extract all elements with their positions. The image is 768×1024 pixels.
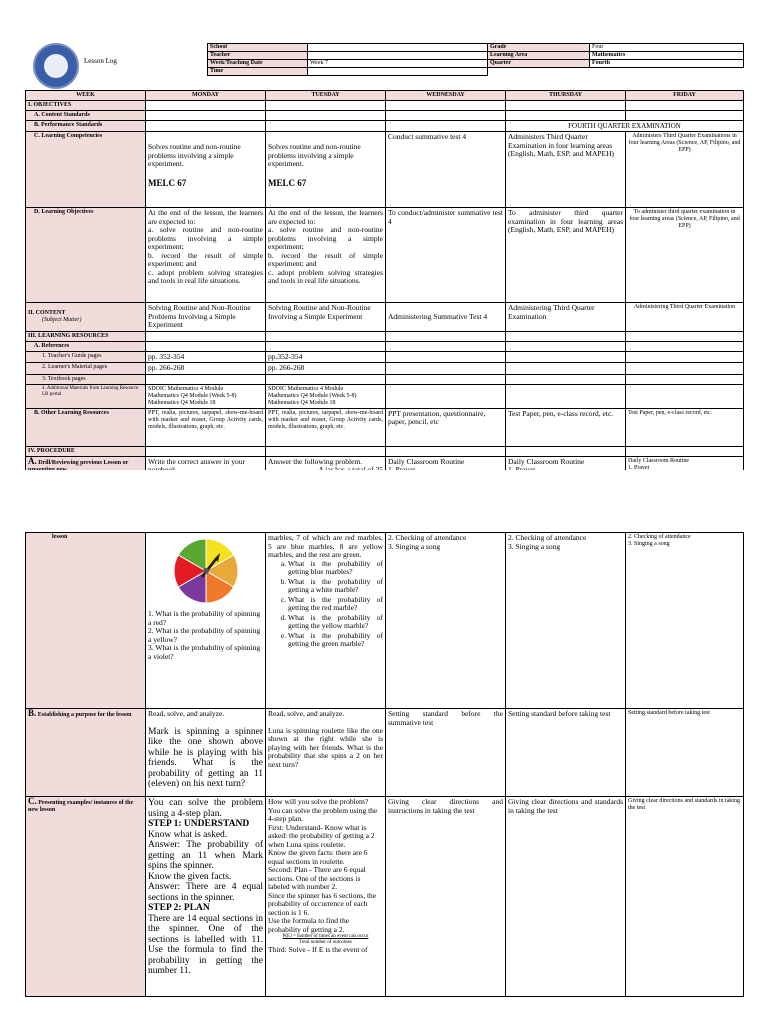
- objectives-friday: To administer third quarter examination in four learning areas (Science, AP, Filipino, and EPP): [626, 208, 744, 303]
- marble-question-item: d. What is the probability of getting the yellow marble?: [288, 614, 383, 631]
- example-line: STEP 2: PLAN: [148, 903, 210, 913]
- col-wednesday: WEDNESDAY: [386, 91, 506, 101]
- additional-materials-label: 4. Additional Materials from Learning Resource LR portal: [26, 384, 146, 408]
- learners-material-label: 2. Learner's Material pages: [26, 363, 146, 375]
- marble-question-item: a. What is the probability of getting blue marbles?: [288, 560, 383, 577]
- drill-thursday: Daily Classroom Routine: [506, 456, 626, 476]
- learning-area-label: Learning Area: [488, 52, 590, 60]
- content-wednesday: Administering Summative Test 4: [386, 303, 506, 332]
- example-line: Know the given facts: there are 6 equal sections in roulette.: [268, 848, 368, 866]
- quarter-value[interactable]: Fourth: [590, 60, 744, 68]
- example-line: Answer: The probability of getting an 11 when Mark spins the spinner.: [148, 840, 263, 871]
- objectives-label: I. OBJECTIVES: [26, 101, 146, 111]
- competency-tuesday: Solves routine and non-routine problems involving a simple experiment. MELC 67: [266, 132, 386, 208]
- col-week: WEEK: [26, 91, 146, 101]
- references-label: A. References: [26, 341, 146, 351]
- performance-standards-label: B. Performance Standards: [26, 121, 146, 132]
- competency-friday: Administers Third Quarter Examinations in four learning Areas (Science, AP, Filipino, and EPP): [626, 132, 744, 208]
- school-value[interactable]: [308, 44, 488, 52]
- col-friday: FRIDAY: [626, 91, 744, 101]
- drill-label: A. Drill/Reviewing previous Lesson or: [26, 456, 146, 476]
- content-thursday: Administering Third Quarter Examination: [506, 303, 626, 332]
- marble-question-item: e. What is the probability of getting the green marble?: [288, 632, 383, 649]
- week-date-label: Week/Teaching Date: [208, 60, 308, 68]
- learners-material-monday: pp. 266-268: [146, 363, 266, 375]
- page-gap: [0, 470, 768, 520]
- learning-objectives-label: D. Learning Objectives: [26, 208, 146, 303]
- other-resources-thursday: Test Paper, pen, e-class record, etc.: [506, 408, 626, 446]
- marble-question-item: c. What is the probability of getting the red marble?: [288, 596, 383, 613]
- grade-value[interactable]: Four: [590, 44, 744, 52]
- page-one: [0, 0, 768, 470]
- example-line: Answer: There are 4 equal sections in the spinner.: [148, 882, 263, 903]
- content-friday: Administering Third Quarter Examination: [626, 303, 744, 332]
- competency-monday: Solves routine and non-routine problems involving a simple experiment. MELC 67: [146, 132, 266, 208]
- additional-materials-tuesday: SDOIC Mathematics 4 Module Mathematics Q4 Module (Week 5-8) Mathematics Q4 Module 18: [266, 384, 386, 408]
- textbook-pages-label: 3. Textbook pages: [26, 374, 146, 384]
- drill-friday-continued: 2. Checking of attendance 3. Singing a song: [626, 533, 744, 709]
- competency-thursday: Administers Third Quarter Examination in four learning areas (English, Math, ESP, and MAPEH): [506, 132, 626, 208]
- content-label: II. CONTENT (Subject Matter): [26, 303, 146, 332]
- examples-wednesday: Giving clear directions and instructions in taking the test: [386, 797, 506, 997]
- deped-seal-logo: [33, 43, 79, 89]
- example-line: STEP 1: UNDERSTAND: [148, 819, 250, 829]
- drill-thursday-continued: 2. Checking of attendance 3. Singing a song: [506, 533, 626, 709]
- purpose-tuesday: Read, solve, and analyze. Luna is spinning roulette like the one shown at the right while she is playing with her friends. What is the probability that she spins a 2 on her next turn?: [266, 709, 386, 797]
- example-line: Use the formula to find the probability of getting a 2.: [268, 916, 350, 934]
- fourth-quarter-exam-banner: FOURTH QUARTER EXAMINATION: [506, 121, 744, 132]
- lesson-log-table-page1: [25, 90, 744, 477]
- learning-competencies-label: C. Learning Competencies: [26, 132, 146, 208]
- drill-tuesday: Answer the following problem.: [266, 456, 386, 476]
- example-line: Know the given facts.: [148, 871, 232, 882]
- example-line: You can solve the problem using a 4-step plan.: [148, 798, 263, 819]
- marble-questions-list: [268, 560, 383, 649]
- probability-formula: P(E) = number of times an event can occur Total number of outcomes: [282, 934, 369, 945]
- purpose-label: B. Establishing a purpose for the lesson: [26, 709, 146, 797]
- objectives-thursday: To administer third quarter examination in four learning areas (English, Math, ESP, and MAPEH): [506, 208, 626, 303]
- time-label: Time: [208, 68, 308, 76]
- example-line: There are 14 equal sections in the spinner. One of the sections is labelled with 11. Use the formula to find the probability in getting the number 11.: [148, 913, 263, 976]
- week-date-value[interactable]: Week 7: [308, 60, 488, 68]
- lesson-log-label: Lesson Log: [84, 57, 117, 65]
- example-line: How will you solve the problem?: [268, 797, 369, 806]
- quarter-label: Quarter: [488, 60, 590, 68]
- drill-monday-continued: 1. What is the probability of spinning a red? 2. What is the probability of spinning a yellow? 3. What is the probability of spinning a violet?: [146, 533, 266, 709]
- examples-label: C. Presenting examples/ instances of the new lesson: [26, 797, 146, 997]
- other-resources-label: B. Other Learning Resources: [26, 408, 146, 446]
- school-label: School: [208, 44, 308, 52]
- time-value[interactable]: [308, 68, 488, 76]
- drill-tuesday-continued: marbles, 7 of which are red marbles, 5 are blue marbles, 8 are yellow marbles, and the rest are green. a. What is the probability of getting blue marbles? b. What is the probability of getting a white marble? c. What is the probability of getting the red marble? d. What is the probability of getting the yellow marble? e. What is the probability of getting the green marble?: [266, 533, 386, 709]
- teacher-value[interactable]: [308, 52, 488, 60]
- teachers-guide-monday: pp. 352-354: [146, 351, 266, 363]
- procedure-label: IV. PROCEDURE: [26, 446, 146, 456]
- color-spinner-image: [171, 536, 241, 606]
- examples-monday: [146, 797, 266, 997]
- drill-label-continued: lesson: [26, 533, 146, 709]
- grade-label: Grade: [488, 44, 590, 52]
- teacher-label: Teacher: [208, 52, 308, 60]
- page-two: [0, 520, 768, 1024]
- drill-wednesday-continued: 2. Checking of attendance 3. Singing a song: [386, 533, 506, 709]
- drill-monday: Write the correct answer in your: [146, 456, 266, 476]
- teachers-guide-label: 1. Teacher's Guide pages: [26, 351, 146, 363]
- lesson-log-table-page2: [25, 532, 744, 997]
- example-line: You can solve the problem using the 4-step plan.: [268, 805, 378, 823]
- purpose-friday: Setting standard before taking test: [626, 709, 744, 797]
- example-line: Know what is asked.: [148, 829, 228, 840]
- header-info-table: [207, 43, 744, 76]
- content-tuesday: Solving Routine and Non-Routine Involving a Simple Experiment: [266, 303, 386, 332]
- content-standards-label: A. Content Standards: [26, 111, 146, 121]
- spinner-icon: [171, 536, 241, 606]
- other-resources-monday: PPT, realia, pictures, tarpapel, show-me-board with marker and eraser, Group Activity cards, models, illustrations, graph, etc.: [146, 408, 266, 446]
- learners-material-tuesday: pp. 266-268: [266, 363, 386, 375]
- example-line: Second: Plan - There are 6 equal sections. One of the sections is labeled with number 2.: [268, 865, 366, 891]
- examples-tuesday: How will you solve the problem? You can solve the problem using the 4-step plan. First: Understand- Know what is asked: the probability of getting a 2 when Luna spins roulette. Know the given facts: there are 6 equal sections in roulette. Second: Plan - There are 6 equal sections. One of the sections is labeled with number 2. Since the spinner has 6 sections, the probability of occurrence of each section is 1 6. Use the formula to find the probability of getting a 2. P(E) = number of times an event can occur Total number of outcomes Third: Solve - If E is the event of: [266, 797, 386, 997]
- col-thursday: THURSDAY: [506, 91, 626, 101]
- drill-wednesday: Daily Classroom Routine: [386, 456, 506, 476]
- spinner-hub: [203, 568, 209, 574]
- purpose-monday: Read, solve, and analyze. Mark is spinning a spinner like the one shown above while he is playing with his friends. What is the probability of getting an 11 (eleven) on his next turn?: [146, 709, 266, 797]
- additional-materials-monday: SDOIC Mathematics 4 Module Mathematics Q4 Module (Week 5-8) Mathematics Q4 Module 18: [146, 384, 266, 408]
- competency-wednesday: Conduct summative test 4: [386, 132, 506, 208]
- examples-friday: Giving clear directions and standards in taking the test: [626, 797, 744, 997]
- objectives-wednesday: To conduct/administer summative test 4: [386, 208, 506, 303]
- col-monday: MONDAY: [146, 91, 266, 101]
- other-resources-wednesday: PPT presentation, questionnaire, paper, pencil, etc: [386, 408, 506, 446]
- example-line: First: Understand- Know what is asked: the probability of getting a 2 when Luna spins roulette.: [268, 822, 375, 849]
- example-line: Since the spinner has 6 sections, the probability of occurrence of each section is 1 6.: [268, 890, 377, 917]
- col-tuesday: TUESDAY: [266, 91, 386, 101]
- examples-thursday: Giving clear directions and standards in taking the test: [506, 797, 626, 997]
- learning-resources-label: III. LEARNING RESOURCES: [26, 331, 146, 341]
- teachers-guide-tuesday: pp.352-354: [266, 351, 386, 363]
- learning-area-value[interactable]: Mathematics: [590, 52, 744, 60]
- objectives-monday: At the end of the lesson, the learners are expected to: a. solve routine and non-routine problems involving a simple experiment; b. record the result of simple experiment; and c. adopt problem solving strategies and tools in real life situations.: [146, 208, 266, 303]
- content-monday: Solving Routine and Non-Routine Problems Involving a Simple Experiment: [146, 303, 266, 332]
- purpose-thursday: Setting standard before taking test: [506, 709, 626, 797]
- objectives-tuesday: At the end of the lesson, the learners are expected to: a. solve routine and non-routine problems involving a simple experiment; b. record the result of simple experiment; and c. adopt problem solving strategies and tools in real life situations.: [266, 208, 386, 303]
- drill-friday: Daily Classroom Routine 1. Prayer: [626, 456, 744, 476]
- other-resources-tuesday: PPT, realia, pictures, tarpapel, show-me-board with marker and eraser, Group Activity cards, models, illustrations, graph, etc.: [266, 408, 386, 446]
- purpose-wednesday: Setting standard before the summative test: [386, 709, 506, 797]
- marble-question-item: b. What is the probability of getting a white marble?: [288, 578, 383, 595]
- other-resources-friday: Test Paper, pen, e-class record, etc.: [626, 408, 744, 446]
